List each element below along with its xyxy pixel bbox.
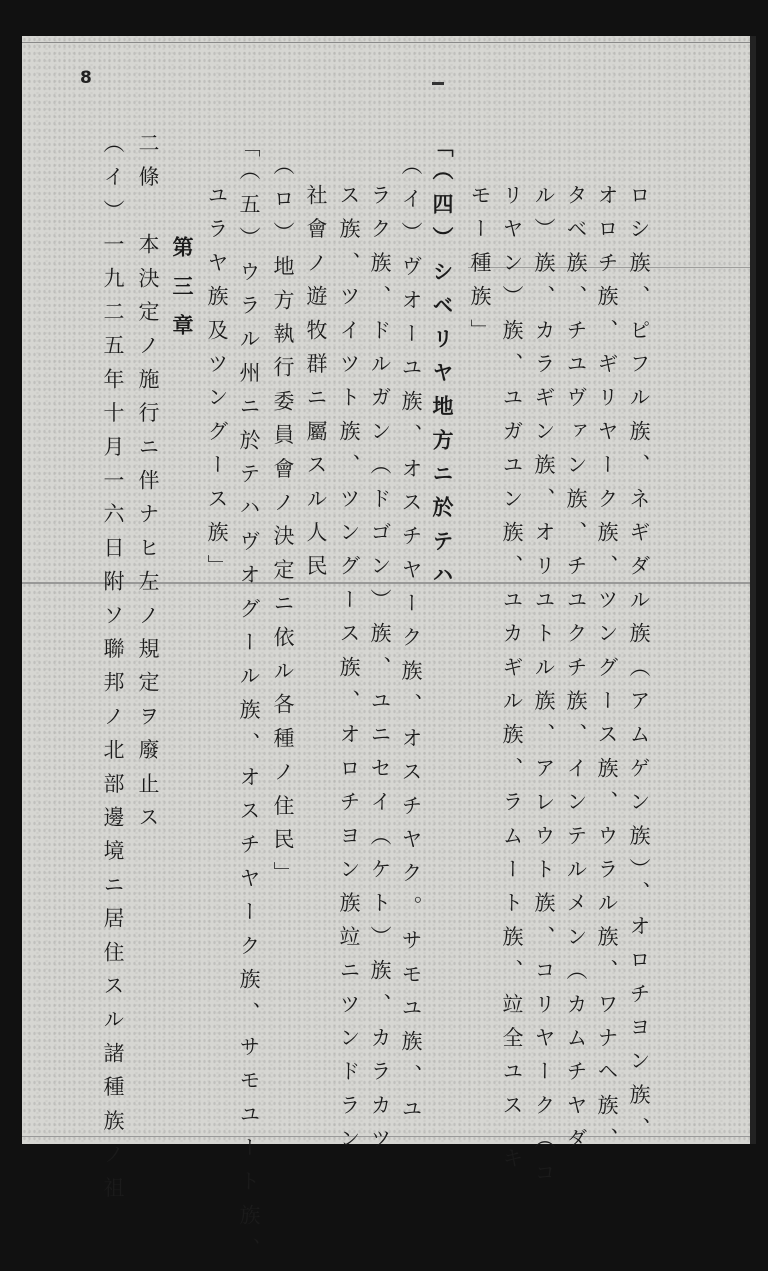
text-column-10: ス族、ツイツト族、ツングース族、オロチヨン族竝ニツンドラン — [337, 184, 361, 1162]
text-column-8: （イ）ヴオーユ族、オスチヤーク族、オスチヤク。サモユ族、ユ — [399, 154, 423, 1132]
text-column-11: 社會ノ遊牧群ニ屬スル人民 — [304, 184, 328, 589]
text-column-17: （イ）一九二五年十月一六日附ソ聯邦ノ北部邊境ニ居住スル諸種族ノ祖 — [101, 132, 125, 1211]
text-column-9: ラク族、ドルガン（ドゴン）族、ユニセイ（ケト）族、カラカツ — [368, 184, 392, 1162]
chapter-heading: 第三章 — [170, 236, 195, 353]
top-rule — [22, 42, 756, 43]
text-column-4: ル）族、カラギン族、オリユトル族、アレウト族、コリヤーク（コ — [532, 184, 556, 1195]
text-column-13: 「（五）ウラル州ニ於テハヴオグール族、オスチヤーク族、サモユート族、 — [237, 136, 261, 1271]
text-column-3: タベ族、チユヴァン族、チユクチ族、インテルメン（カムチヤダ — [564, 184, 588, 1162]
article-heading: 二條 本決定ノ施行ニ伴ナヒ左ノ規定ヲ廢止ス — [136, 132, 160, 840]
section-heading-4: 「（四）シベリヤ地方ニ於テハ — [430, 136, 455, 598]
text-column-6: モー種族」 — [468, 184, 492, 353]
header-mark — [432, 82, 444, 85]
text-column-12: （ロ）地方執行委員會ノ決定ニ依ル各種ノ住民」 — [271, 154, 295, 896]
page-number: 8 — [80, 68, 92, 88]
document-page — [22, 36, 756, 1271]
text-column-2: オロチ族、ギリヤーク族、ツングース族、ウラル族、ワナヘ族、 — [595, 184, 619, 1162]
text-column-14: ユラヤ族及ツングース族」 — [205, 184, 229, 589]
text-column-5: リヤン）族、ユガユン族、ユカギル族、ラムート族、竝全ユス キ — [500, 184, 524, 1181]
text-column-1: ロシ族、ピフル族、ネギダル族（アムゲン族）、オロチヨン族、 — [627, 184, 651, 1151]
page-edge — [750, 36, 756, 1144]
